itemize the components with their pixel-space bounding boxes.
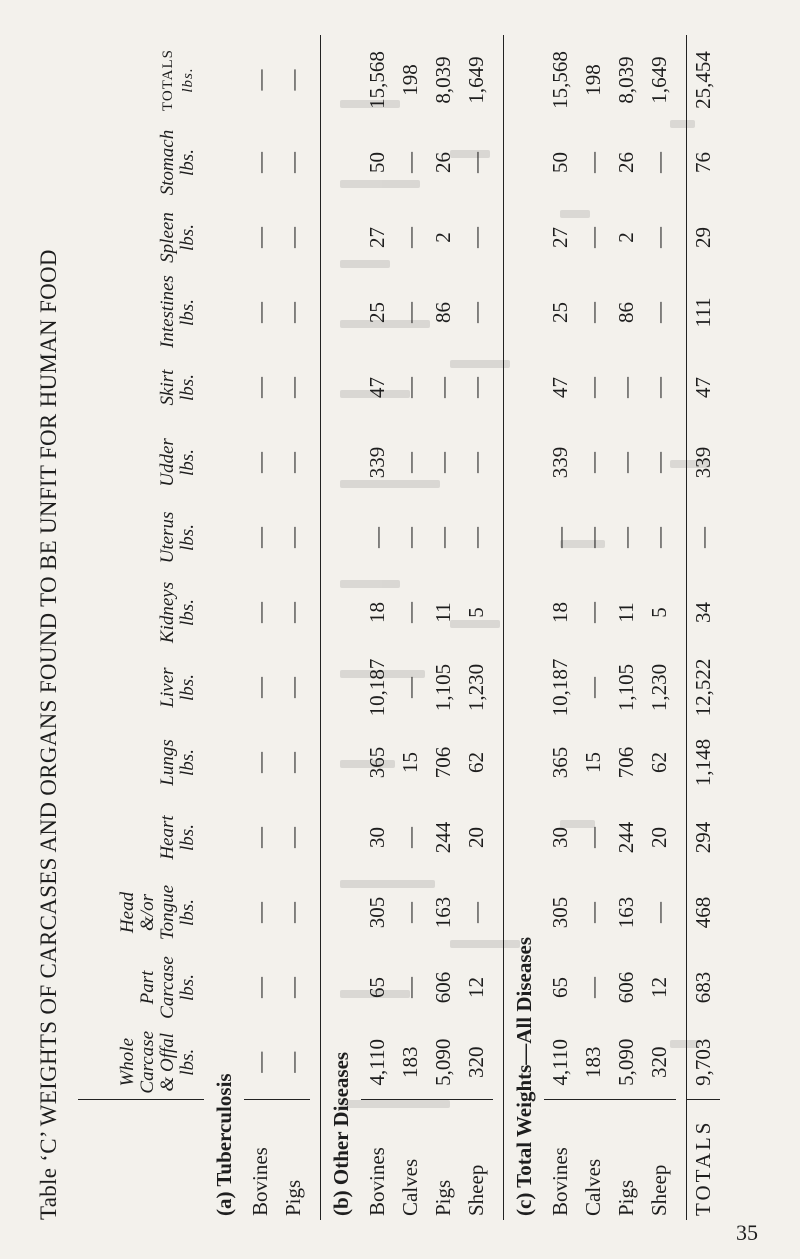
column-header — [78, 1025, 204, 1100]
section-heading: (a) Tuberculosis — [211, 1073, 236, 1216]
cell-value: 198 — [398, 64, 422, 96]
table-row — [394, 35, 427, 1220]
cell-value: — — [647, 527, 671, 548]
cell-value: 5 — [647, 607, 671, 618]
row-label: Calves — [581, 1158, 605, 1216]
cell-value: 15 — [398, 752, 422, 773]
cell-value: 606 — [614, 971, 638, 1004]
row-label: Pigs — [431, 1179, 455, 1216]
cell-value: — — [581, 527, 605, 548]
spacer-cell — [493, 35, 504, 1220]
cell-value: — — [281, 677, 305, 698]
table-row — [277, 35, 310, 1220]
table-row — [244, 35, 277, 1220]
column-unit: lbs. — [177, 899, 198, 926]
cell-value: — — [581, 977, 605, 998]
section-heading-row — [204, 35, 244, 1220]
column-label: Head &/or Tongue — [117, 884, 178, 941]
cell-value: — — [248, 902, 272, 923]
cell-value: 18 — [548, 602, 572, 623]
cell-value: 1,148 — [687, 725, 721, 800]
cell-value: 305 — [365, 896, 389, 929]
row-label: Calves — [398, 1158, 422, 1216]
cell-value: 5,090 — [610, 1025, 643, 1100]
column-unit: lbs. — [177, 749, 198, 776]
section-heading-row — [321, 35, 362, 1220]
cell-value: 26 — [431, 152, 455, 173]
cell-value: 25 — [548, 302, 572, 323]
cell-value: 183 — [577, 1025, 610, 1100]
column-unit: lbs. — [180, 67, 196, 93]
cell-value: — — [647, 152, 671, 173]
cell-value: — — [647, 377, 671, 398]
row-label: Pigs — [281, 1179, 305, 1216]
row-label: Bovines — [365, 1147, 389, 1216]
cell-value: — — [398, 977, 422, 998]
cell-value: 1,105 — [614, 663, 638, 712]
column-label: Spleen — [157, 212, 178, 263]
column-header — [78, 350, 204, 425]
cell-value: 34 — [687, 575, 721, 650]
cell-value: 15 — [581, 752, 605, 773]
column-header — [78, 875, 204, 950]
column-header — [78, 500, 204, 575]
section-heading-row — [504, 35, 545, 1220]
cell-value: — — [687, 500, 721, 575]
cell-value: — — [398, 902, 422, 923]
column-label: Uterus — [157, 511, 178, 564]
cell-value: 10,187 — [365, 658, 389, 717]
cell-value: 320 — [460, 1025, 493, 1100]
cell-value: — — [614, 377, 638, 398]
cell-value: — — [248, 527, 272, 548]
cell-value: 163 — [614, 896, 638, 929]
spacer-row — [676, 35, 687, 1220]
cell-value: — — [248, 977, 272, 998]
column-header — [78, 650, 204, 725]
cell-value: — — [398, 227, 422, 248]
cell-value: 27 — [365, 227, 389, 248]
spacer-cell — [310, 35, 321, 1220]
cell-value: 365 — [548, 746, 572, 779]
row-label: TOTALS — [687, 1100, 721, 1220]
cell-value: — — [248, 152, 272, 173]
cell-value: — — [248, 677, 272, 698]
cell-value: 4,110 — [361, 1025, 394, 1100]
table-body — [204, 35, 720, 1220]
cell-value: 29 — [687, 200, 721, 275]
cell-value: — — [248, 452, 272, 473]
cell-value: 339 — [687, 425, 721, 500]
header-row — [78, 35, 204, 1220]
cell-value: — — [398, 452, 422, 473]
column-label: Stomach — [157, 129, 178, 196]
row-label: Pigs — [614, 1179, 638, 1216]
cell-value: 47 — [687, 350, 721, 425]
column-header — [78, 950, 204, 1025]
cell-value: 1,230 — [464, 663, 488, 712]
spacer-cell — [676, 35, 687, 1220]
cell-value: — — [281, 602, 305, 623]
cell-value: — — [581, 602, 605, 623]
cell-value: 706 — [614, 746, 638, 779]
cell-value: 86 — [431, 302, 455, 323]
cell-value: — — [581, 227, 605, 248]
cell-value: 86 — [614, 302, 638, 323]
cell-value: — — [281, 977, 305, 998]
cell-value: 25 — [365, 302, 389, 323]
cell-value: 198 — [581, 64, 605, 96]
spacer-row — [493, 35, 504, 1220]
cell-value: 12,522 — [687, 650, 721, 725]
column-header — [78, 575, 204, 650]
weights-table — [78, 35, 720, 1220]
column-unit: lbs. — [177, 599, 198, 626]
column-header — [78, 125, 204, 200]
cell-value: — — [431, 377, 455, 398]
cell-value: — — [464, 527, 488, 548]
cell-value: — — [647, 902, 671, 923]
column-unit: lbs. — [177, 974, 198, 1001]
cell-value: 50 — [548, 152, 572, 173]
cell-value: 25,454 — [687, 35, 721, 125]
totals-row — [687, 35, 721, 1220]
column-unit: lbs. — [177, 224, 198, 251]
column-label: TOTALS — [160, 48, 176, 112]
cell-value: 244 — [431, 821, 455, 854]
cell-value: 468 — [687, 875, 721, 950]
cell-value: 30 — [365, 827, 389, 848]
cell-value: — — [281, 752, 305, 773]
cell-value: 11 — [614, 602, 638, 623]
cell-value: 1,649 — [464, 56, 488, 104]
cell-value: — — [398, 827, 422, 848]
cell-value: 320 — [643, 1025, 676, 1100]
table-row — [427, 35, 460, 1220]
cell-value: — — [248, 752, 272, 773]
column-label: Intestines — [157, 275, 178, 348]
cell-value: — — [281, 302, 305, 323]
cell-value: 305 — [548, 896, 572, 929]
row-label: Sheep — [464, 1164, 488, 1216]
cell-value: — — [647, 227, 671, 248]
cell-value: 20 — [647, 827, 671, 848]
column-unit: lbs. — [177, 524, 198, 551]
cell-value: — — [581, 677, 605, 698]
column-unit: lbs. — [177, 374, 198, 401]
rotated-page — [30, 50, 800, 1220]
cell-value: 8,039 — [614, 56, 638, 104]
cell-value: — — [581, 377, 605, 398]
cell-value: 62 — [464, 752, 488, 773]
cell-value: — — [647, 452, 671, 473]
cell-value: 65 — [548, 977, 572, 998]
cell-value: — — [431, 527, 455, 548]
cell-value: — — [647, 302, 671, 323]
cell-value: — — [398, 152, 422, 173]
cell-value: 1,230 — [647, 663, 671, 712]
column-unit: lbs. — [177, 674, 198, 701]
spacer-row — [310, 35, 321, 1220]
cell-value: 26 — [614, 152, 638, 173]
cell-value: 4,110 — [544, 1025, 577, 1100]
cell-value: 27 — [548, 227, 572, 248]
cell-value: — — [281, 152, 305, 173]
cell-value: — — [248, 227, 272, 248]
cell-value: 183 — [394, 1025, 427, 1100]
cell-value: 294 — [687, 800, 721, 875]
cell-value: — — [365, 527, 389, 548]
cell-value: — — [398, 527, 422, 548]
cell-value: 5,090 — [427, 1025, 460, 1100]
column-label: Liver — [157, 667, 178, 708]
cell-value: 8,039 — [431, 56, 455, 104]
cell-value: — — [398, 602, 422, 623]
cell-value: 20 — [464, 827, 488, 848]
cell-value: 65 — [365, 977, 389, 998]
table-title: Table ‘C’ WEIGHTS OF CARCASES AND ORGANS FOUND TO BE UNFIT FOR HUMAN FOOD — [36, 249, 61, 1220]
table-row — [643, 35, 676, 1220]
cell-value: — — [281, 527, 305, 548]
cell-value: 683 — [687, 950, 721, 1025]
cell-value: — — [244, 1025, 277, 1100]
cell-value: — — [581, 452, 605, 473]
cell-value: 163 — [431, 896, 455, 929]
cell-value: — — [277, 1025, 310, 1100]
column-header — [78, 725, 204, 800]
row-label: Bovines — [548, 1147, 572, 1216]
cell-value: — — [581, 302, 605, 323]
cell-value: 9,703 — [687, 1025, 721, 1100]
cell-value: — — [398, 302, 422, 323]
cell-value: — — [248, 827, 272, 848]
cell-value: — — [464, 377, 488, 398]
cell-value: 47 — [365, 377, 389, 398]
cell-value: — — [281, 69, 305, 91]
cell-value: 5 — [464, 607, 488, 618]
column-label: Whole Carcase & Offal — [117, 1030, 178, 1094]
cell-value: 15,568 — [548, 51, 572, 109]
cell-value: — — [614, 527, 638, 548]
cell-value: — — [548, 527, 572, 548]
cell-value: 12 — [464, 977, 488, 998]
cell-value: 2 — [614, 232, 638, 243]
cell-value: — — [281, 827, 305, 848]
column-label: Heart — [157, 815, 178, 860]
cell-value: 365 — [365, 746, 389, 779]
column-label: Skirt — [157, 369, 178, 406]
cell-value: — — [464, 227, 488, 248]
cell-value: — — [398, 377, 422, 398]
cell-value: — — [398, 677, 422, 698]
cell-value: — — [248, 377, 272, 398]
column-unit: lbs. — [177, 299, 198, 326]
cell-value: 1,649 — [647, 56, 671, 104]
column-header — [78, 35, 204, 125]
cell-value: 76 — [687, 125, 721, 200]
cell-value: 244 — [614, 821, 638, 854]
cell-value: — — [581, 827, 605, 848]
cell-value: 62 — [647, 752, 671, 773]
column-unit: lbs. — [177, 449, 198, 476]
cell-value: — — [464, 302, 488, 323]
cell-value: — — [248, 69, 272, 91]
table-row — [577, 35, 610, 1220]
cell-value: — — [281, 452, 305, 473]
column-label: Lungs — [157, 739, 178, 786]
row-label: Sheep — [647, 1164, 671, 1216]
cell-value: — — [431, 452, 455, 473]
cell-value: — — [281, 227, 305, 248]
column-unit: lbs. — [177, 824, 198, 851]
column-label: Part Carcase — [137, 956, 178, 1019]
section-heading: (c) Total Weights—All Diseases — [504, 35, 545, 1220]
column-header — [78, 425, 204, 500]
table-row — [544, 35, 577, 1220]
cell-value: 339 — [365, 446, 389, 479]
cell-value: — — [581, 902, 605, 923]
table-row — [610, 35, 643, 1220]
column-unit: lbs. — [177, 149, 198, 176]
section-heading: (b) Other Diseases — [321, 35, 362, 1220]
cell-value: 339 — [548, 446, 572, 479]
cell-value: — — [248, 602, 272, 623]
column-label: Udder — [157, 438, 178, 487]
row-label: Bovines — [248, 1147, 272, 1216]
cell-value: 47 — [548, 377, 572, 398]
cell-value: 18 — [365, 602, 389, 623]
cell-value: — — [614, 452, 638, 473]
table-row — [460, 35, 493, 1220]
cell-value: 30 — [548, 827, 572, 848]
column-unit: lbs. — [177, 1048, 198, 1076]
cell-value: — — [581, 152, 605, 173]
column-label: Kidneys — [157, 581, 178, 644]
cell-value: 11 — [431, 602, 455, 623]
cell-value: — — [464, 152, 488, 173]
cell-value: — — [464, 902, 488, 923]
cell-value: 2 — [431, 232, 455, 243]
column-header — [78, 1100, 204, 1220]
cell-value: — — [281, 377, 305, 398]
column-header — [78, 200, 204, 275]
cell-value: 50 — [365, 152, 389, 173]
cell-value: — — [464, 452, 488, 473]
column-header — [78, 800, 204, 875]
cell-value: 12 — [647, 977, 671, 998]
page-number: 35 — [736, 1220, 758, 1245]
table-row — [361, 35, 394, 1220]
cell-value: 706 — [431, 746, 455, 779]
cell-value: 1,105 — [431, 663, 455, 712]
cell-value: 15,568 — [365, 51, 389, 109]
cell-value: 606 — [431, 971, 455, 1004]
cell-value: — — [248, 302, 272, 323]
column-header — [78, 275, 204, 350]
cell-value: — — [281, 902, 305, 923]
cell-value: 111 — [687, 275, 721, 350]
cell-value: 10,187 — [548, 658, 572, 717]
